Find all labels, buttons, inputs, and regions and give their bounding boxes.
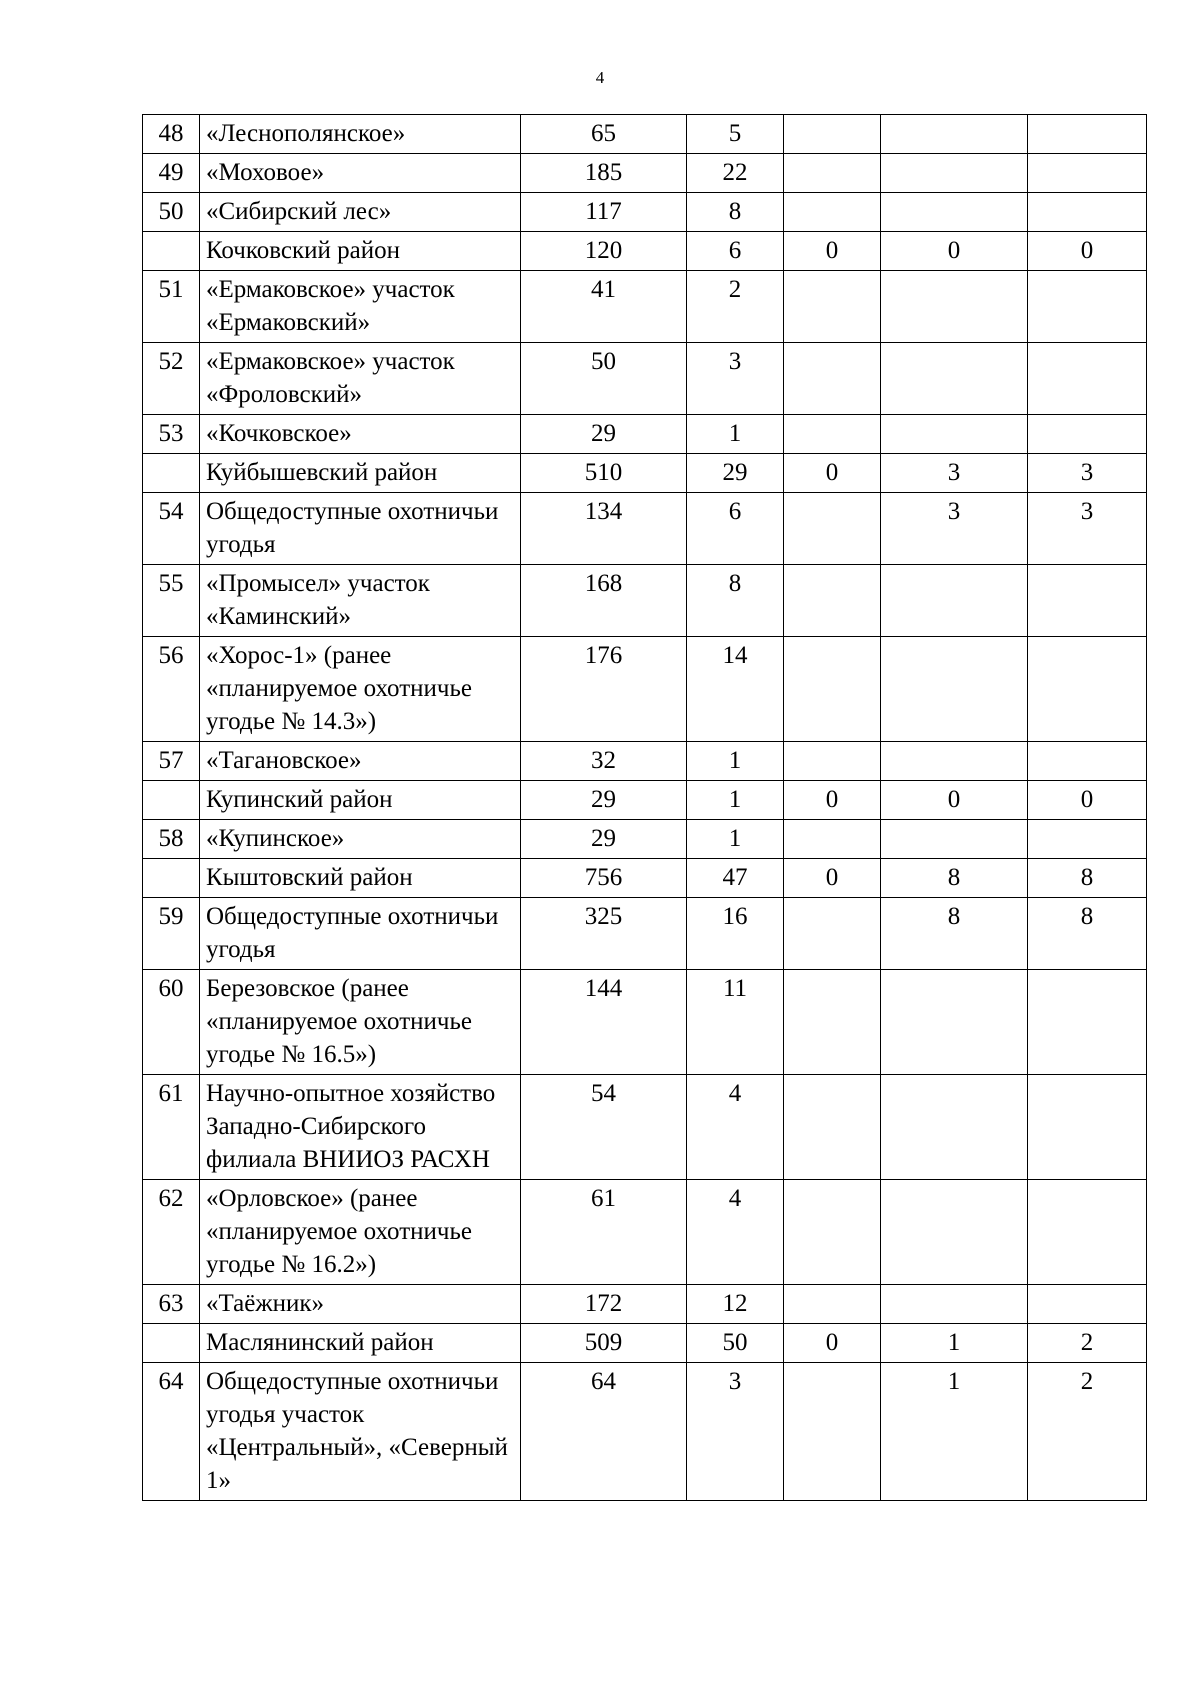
hunting-ground-name-cell: Научно-опытное хозяйство Западно-Сибирского филиала ВНИИОЗ РАСХН xyxy=(200,1075,521,1180)
column-4-value-cell: 1 xyxy=(881,1363,1028,1501)
page-number: 4 xyxy=(595,68,605,87)
column-5-value-cell xyxy=(1028,820,1147,859)
column-5-value-cell: 0 xyxy=(1028,232,1147,271)
data-table xyxy=(142,114,1147,1501)
column-3-value-cell xyxy=(784,193,881,232)
column-4-value-cell xyxy=(881,1075,1028,1180)
column-4-value-cell: 3 xyxy=(881,454,1028,493)
column-3-value-cell xyxy=(784,343,881,415)
column-3-value-cell xyxy=(784,1075,881,1180)
column-1-value-cell: 65 xyxy=(521,115,687,154)
column-3-value-cell xyxy=(784,898,881,970)
column-1-value-cell: 510 xyxy=(521,454,687,493)
table-row xyxy=(143,1363,1147,1501)
column-5-value-cell xyxy=(1028,742,1147,781)
hunting-ground-name-cell: «Хорос-1» (ранее «планируемое охотничье угодье № 14.3») xyxy=(200,637,521,742)
table-row xyxy=(143,154,1147,193)
column-1-value-cell: 32 xyxy=(521,742,687,781)
column-1-value-cell: 120 xyxy=(521,232,687,271)
hunting-ground-name-cell: «Тагановское» xyxy=(200,742,521,781)
row-number-cell: 63 xyxy=(143,1285,200,1324)
column-3-value-cell xyxy=(784,565,881,637)
table-row xyxy=(143,193,1147,232)
row-number-cell: 53 xyxy=(143,415,200,454)
district-subtotal-row xyxy=(143,859,1147,898)
column-4-value-cell xyxy=(881,742,1028,781)
column-1-value-cell: 50 xyxy=(521,343,687,415)
table-row xyxy=(143,415,1147,454)
column-3-value-cell: 0 xyxy=(784,454,881,493)
column-4-value-cell xyxy=(881,820,1028,859)
column-4-value-cell: 0 xyxy=(881,781,1028,820)
district-subtotal-row xyxy=(143,454,1147,493)
hunting-ground-name-cell: Купинский район xyxy=(200,781,521,820)
column-3-value-cell: 0 xyxy=(784,1324,881,1363)
column-1-value-cell: 509 xyxy=(521,1324,687,1363)
column-1-value-cell: 168 xyxy=(521,565,687,637)
column-1-value-cell: 29 xyxy=(521,781,687,820)
column-4-value-cell xyxy=(881,1285,1028,1324)
row-number-cell: 54 xyxy=(143,493,200,565)
column-5-value-cell xyxy=(1028,565,1147,637)
column-4-value-cell xyxy=(881,1180,1028,1285)
column-2-value-cell: 50 xyxy=(687,1324,784,1363)
hunting-ground-name-cell: «Промысел» участок «Каминский» xyxy=(200,565,521,637)
hunting-ground-name-cell: «Кочковское» xyxy=(200,415,521,454)
table-row xyxy=(143,271,1147,343)
row-number-cell: 59 xyxy=(143,898,200,970)
column-5-value-cell xyxy=(1028,115,1147,154)
hunting-ground-name-cell: Березовское (ранее «планируемое охотничье угодье № 16.5») xyxy=(200,970,521,1075)
column-5-value-cell xyxy=(1028,637,1147,742)
column-2-value-cell: 29 xyxy=(687,454,784,493)
hunting-ground-name-cell: «Ермаковское» участок «Ермаковский» xyxy=(200,271,521,343)
hunting-ground-name-cell: Общедоступные охотничьи угодья xyxy=(200,493,521,565)
column-1-value-cell: 325 xyxy=(521,898,687,970)
column-4-value-cell: 8 xyxy=(881,898,1028,970)
table-body xyxy=(143,115,1147,1501)
column-2-value-cell: 1 xyxy=(687,781,784,820)
table-row xyxy=(143,115,1147,154)
column-5-value-cell: 0 xyxy=(1028,781,1147,820)
hunting-ground-name-cell: «Орловское» (ранее «планируемое охотничье угодье № 16.2») xyxy=(200,1180,521,1285)
row-number-cell: 60 xyxy=(143,970,200,1075)
column-5-value-cell xyxy=(1028,271,1147,343)
column-2-value-cell: 3 xyxy=(687,343,784,415)
table-row xyxy=(143,637,1147,742)
column-2-value-cell: 14 xyxy=(687,637,784,742)
row-number-cell xyxy=(143,859,200,898)
column-4-value-cell: 1 xyxy=(881,1324,1028,1363)
column-1-value-cell: 29 xyxy=(521,415,687,454)
column-2-value-cell: 4 xyxy=(687,1180,784,1285)
column-2-value-cell: 8 xyxy=(687,193,784,232)
column-2-value-cell: 3 xyxy=(687,1363,784,1501)
column-2-value-cell: 47 xyxy=(687,859,784,898)
hunting-ground-name-cell: Кыштовский район xyxy=(200,859,521,898)
row-number-cell: 56 xyxy=(143,637,200,742)
column-3-value-cell: 0 xyxy=(784,859,881,898)
column-3-value-cell xyxy=(784,1180,881,1285)
column-4-value-cell xyxy=(881,271,1028,343)
column-5-value-cell: 3 xyxy=(1028,454,1147,493)
column-5-value-cell: 8 xyxy=(1028,859,1147,898)
table-row xyxy=(143,742,1147,781)
hunting-ground-name-cell: Маслянинский район xyxy=(200,1324,521,1363)
table-row xyxy=(143,898,1147,970)
column-5-value-cell xyxy=(1028,970,1147,1075)
hunting-ground-name-cell: «Сибирский лес» xyxy=(200,193,521,232)
table-row xyxy=(143,1075,1147,1180)
table-row xyxy=(143,343,1147,415)
row-number-cell: 57 xyxy=(143,742,200,781)
row-number-cell: 55 xyxy=(143,565,200,637)
column-4-value-cell xyxy=(881,154,1028,193)
hunting-ground-name-cell: «Леснополянское» xyxy=(200,115,521,154)
row-number-cell: 64 xyxy=(143,1363,200,1501)
row-number-cell xyxy=(143,454,200,493)
column-2-value-cell: 11 xyxy=(687,970,784,1075)
hunting-ground-name-cell: Кочковский район xyxy=(200,232,521,271)
row-number-cell: 58 xyxy=(143,820,200,859)
column-1-value-cell: 29 xyxy=(521,820,687,859)
column-5-value-cell xyxy=(1028,343,1147,415)
column-2-value-cell: 12 xyxy=(687,1285,784,1324)
row-number-cell: 51 xyxy=(143,271,200,343)
column-2-value-cell: 1 xyxy=(687,415,784,454)
district-subtotal-row xyxy=(143,1324,1147,1363)
column-3-value-cell xyxy=(784,742,881,781)
row-number-cell: 48 xyxy=(143,115,200,154)
column-2-value-cell: 2 xyxy=(687,271,784,343)
column-5-value-cell: 3 xyxy=(1028,493,1147,565)
column-4-value-cell: 0 xyxy=(881,232,1028,271)
row-number-cell: 62 xyxy=(143,1180,200,1285)
column-3-value-cell xyxy=(784,115,881,154)
column-3-value-cell xyxy=(784,1285,881,1324)
row-number-cell: 52 xyxy=(143,343,200,415)
district-subtotal-row xyxy=(143,781,1147,820)
column-4-value-cell xyxy=(881,415,1028,454)
column-5-value-cell xyxy=(1028,1075,1147,1180)
column-2-value-cell: 5 xyxy=(687,115,784,154)
hunting-ground-name-cell: Куйбышевский район xyxy=(200,454,521,493)
column-5-value-cell xyxy=(1028,154,1147,193)
column-5-value-cell xyxy=(1028,415,1147,454)
column-3-value-cell: 0 xyxy=(784,781,881,820)
column-2-value-cell: 6 xyxy=(687,232,784,271)
column-5-value-cell: 2 xyxy=(1028,1324,1147,1363)
column-3-value-cell xyxy=(784,415,881,454)
column-1-value-cell: 185 xyxy=(521,154,687,193)
column-3-value-cell xyxy=(784,970,881,1075)
column-4-value-cell: 8 xyxy=(881,859,1028,898)
column-4-value-cell xyxy=(881,970,1028,1075)
column-2-value-cell: 4 xyxy=(687,1075,784,1180)
table-row xyxy=(143,1180,1147,1285)
hunting-ground-name-cell: Общедоступные охотничьи угодья участок «Центральный», «Северный 1» xyxy=(200,1363,521,1501)
row-number-cell: 49 xyxy=(143,154,200,193)
column-4-value-cell: 3 xyxy=(881,493,1028,565)
column-2-value-cell: 16 xyxy=(687,898,784,970)
table-row xyxy=(143,493,1147,565)
table-row xyxy=(143,820,1147,859)
column-2-value-cell: 6 xyxy=(687,493,784,565)
hunting-ground-name-cell: «Моховое» xyxy=(200,154,521,193)
hunting-ground-name-cell: «Таёжник» xyxy=(200,1285,521,1324)
column-3-value-cell xyxy=(784,493,881,565)
column-5-value-cell: 8 xyxy=(1028,898,1147,970)
column-3-value-cell xyxy=(784,154,881,193)
column-1-value-cell: 54 xyxy=(521,1075,687,1180)
table-row xyxy=(143,565,1147,637)
column-1-value-cell: 61 xyxy=(521,1180,687,1285)
column-3-value-cell: 0 xyxy=(784,232,881,271)
row-number-cell xyxy=(143,1324,200,1363)
column-4-value-cell xyxy=(881,637,1028,742)
column-1-value-cell: 756 xyxy=(521,859,687,898)
column-5-value-cell: 2 xyxy=(1028,1363,1147,1501)
column-2-value-cell: 22 xyxy=(687,154,784,193)
table-row xyxy=(143,970,1147,1075)
column-1-value-cell: 64 xyxy=(521,1363,687,1501)
column-2-value-cell: 8 xyxy=(687,565,784,637)
column-3-value-cell xyxy=(784,1363,881,1501)
row-number-cell xyxy=(143,781,200,820)
hunting-ground-name-cell: «Ермаковское» участок «Фроловский» xyxy=(200,343,521,415)
hunting-ground-name-cell: «Купинское» xyxy=(200,820,521,859)
column-2-value-cell: 1 xyxy=(687,742,784,781)
row-number-cell: 50 xyxy=(143,193,200,232)
column-1-value-cell: 144 xyxy=(521,970,687,1075)
column-4-value-cell xyxy=(881,565,1028,637)
column-3-value-cell xyxy=(784,271,881,343)
district-subtotal-row xyxy=(143,232,1147,271)
table-row xyxy=(143,1285,1147,1324)
row-number-cell xyxy=(143,232,200,271)
column-1-value-cell: 176 xyxy=(521,637,687,742)
row-number-cell: 61 xyxy=(143,1075,200,1180)
column-3-value-cell xyxy=(784,637,881,742)
column-5-value-cell xyxy=(1028,1180,1147,1285)
column-1-value-cell: 117 xyxy=(521,193,687,232)
column-3-value-cell xyxy=(784,820,881,859)
column-1-value-cell: 172 xyxy=(521,1285,687,1324)
column-4-value-cell xyxy=(881,115,1028,154)
column-1-value-cell: 41 xyxy=(521,271,687,343)
column-2-value-cell: 1 xyxy=(687,820,784,859)
hunting-ground-name-cell: Общедоступные охотничьи угодья xyxy=(200,898,521,970)
column-4-value-cell xyxy=(881,193,1028,232)
column-5-value-cell xyxy=(1028,193,1147,232)
column-4-value-cell xyxy=(881,343,1028,415)
column-5-value-cell xyxy=(1028,1285,1147,1324)
column-1-value-cell: 134 xyxy=(521,493,687,565)
